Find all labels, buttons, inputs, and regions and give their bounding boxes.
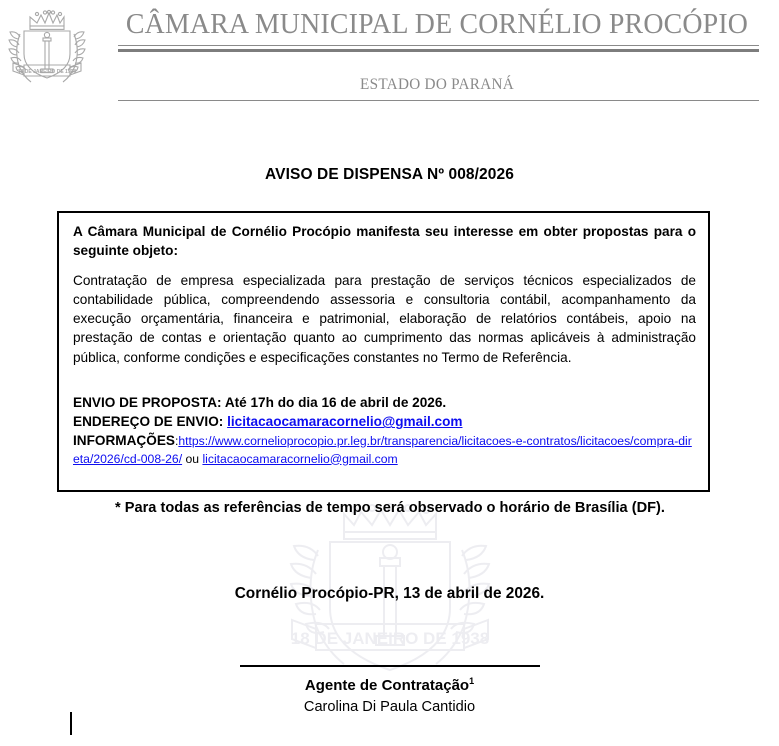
address-label: ENDEREÇO DE ENVIO: [73,414,224,430]
time-reference-note: * Para todas as referências de tempo será observado o horário de Brasília (DF). [115,500,665,516]
notice-content-box [57,211,710,492]
information-line [73,432,696,468]
place-and-date: Cornélio Procópio-PR, 13 de abril de 2026. [234,585,545,602]
information-email-link[interactable]: licitacaocamaracornelio@gmail.com [202,451,398,466]
intro-paragraph: A Câmara Municipal de Cornélio Procópio manifesta seu interesse em obter propostas para o seguinte objeto: [73,224,696,258]
submission-email-link[interactable]: licitacaocamaracornelio@gmail.com [227,414,463,430]
header-rule-thick [118,49,759,52]
submission-label: ENVIO DE PROPOSTA: [73,394,222,410]
submission-address-line [73,412,696,431]
header-rule-thin [118,45,759,46]
page-title: AVISO DE DISPENSA Nº 008/2026 [265,166,514,183]
state-subtitle: ESTADO DO PARANÁ [360,76,514,93]
signatory-role [0,676,779,694]
crest-motto-label: 18 DE JANEIRO DE 1938 [17,69,77,75]
signatory-role-label: Agente de Contratação [304,677,470,694]
spacer [73,367,696,393]
info-label: INFORMAÇÕES [73,432,175,448]
text-cursor-caret [70,712,72,735]
organization-title: CÂMARA MUNICIPAL DE CORNÉLIO PROCÓPIO [125,8,749,40]
info-or-separator: ou [182,451,203,466]
information-url-link[interactable]: https://www.cornelioprocopio.pr.leg.br/transparencia/licitacoes-e-contratos/licitacoes/compra-direta/2026/cd-008-26/ [73,433,692,466]
signatory-name: Carolina Di Paula Cantidio [303,699,476,715]
info-colon: : [174,433,179,448]
object-paragraph: Contratação de empresa especializada para prestação de serviços técnicos especializados de contabilidade pública, compreendendo assessoria e consultoria contábil, acompanhamento da execução orçamentária, financeira e patrimonial, elaboração de relatórios contábeis, apoio na prestação de contas e orientação quanto ao cumprimento das normas aplicáveis à administração pública, conforme condições e especificações constantes no Termo de Referência. [73,272,696,365]
submission-value: Até 17h do dia 16 de abril de 2026. [221,394,447,410]
document-header [0,0,779,112]
signatory-role-footnote-marker: 1 [469,676,475,686]
signature-rule [240,665,540,667]
coat-of-arms-icon [8,6,86,88]
header-rule-bottom [118,100,759,101]
crest-motto-text: 18 DE JANEIRO DE 1938 [290,629,490,648]
submission-deadline-line [73,393,696,412]
